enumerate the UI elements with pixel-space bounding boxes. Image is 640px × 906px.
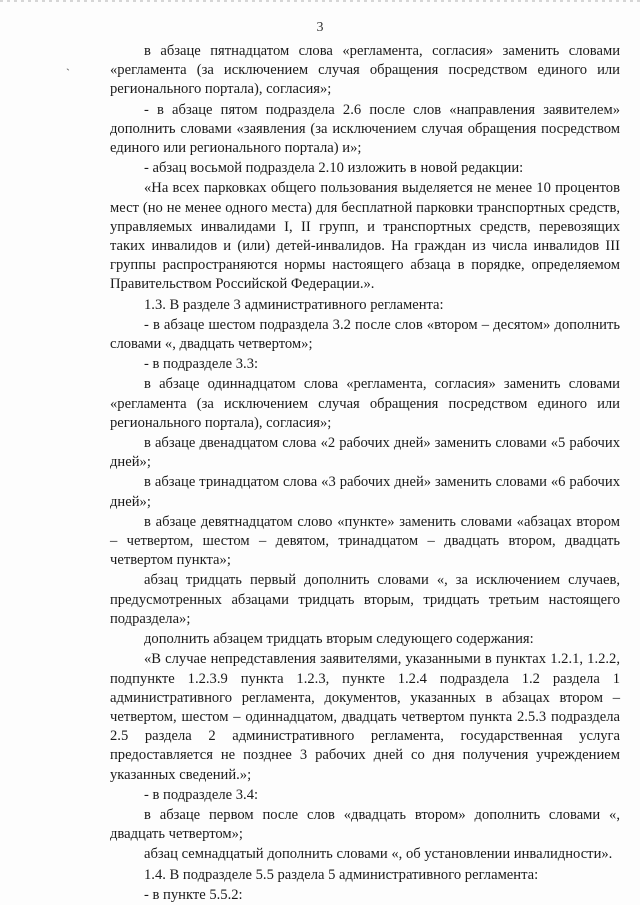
margin-mark: ` [66, 66, 70, 80]
document-body [110, 42, 620, 906]
paragraph: 1.3. В разделе 3 административного регламента: [144, 296, 444, 313]
paragraph: «На всех парковках общего пользования выделяется не менее 10 процентов мест (но не менее одного места) для бесплатной парковки транспортных средств, управляемых инвалидами I, II групп, и транспортных средств, перевозящих таких инвалидов и (или) детей-инвалидов. На граждан из числа инвалидов III группы распространяются нормы настоящего абзаца в порядке, определяемом Правительством Российской Федерации.». [110, 180, 620, 293]
paragraph: - абзац восьмой подраздела 2.10 изложить в новой редакции: [144, 160, 524, 177]
paragraph: в абзаце девятнадцатом слово «пункте» заменить словами «абзацах втором – четвертом, шестом – девятом, тринадцатом – двадцать втором, двадцать четвертом пункта»; [110, 513, 620, 569]
paragraph: - в абзаце шестом подраздела 3.2 после слов «втором – десятом» дополнить словами «, двадцать четвертом»; [110, 316, 620, 353]
paragraph: дополнить абзацем тридцать вторым следующего содержания: [144, 631, 534, 648]
paragraph: - в подразделе 3.3: [144, 356, 259, 373]
paragraph: в абзаце первом после слов «двадцать втором» дополнить словами «, двадцать четвертом»; [110, 806, 620, 843]
paragraph: абзац тридцать первый дополнить словами «, за исключением случаев, предусмотренных абзацами тридцать вторым, тридцать третьим настоящего подраздела»; [110, 572, 620, 627]
paragraph: в абзаце двенадцатом слова «2 рабочих дней» заменить словами «5 рабочих дней»; [110, 435, 620, 471]
paragraph: - в подразделе 3.4: [144, 786, 259, 803]
paragraph: абзац семнадцатый дополнить словами «, об установлении инвалидности». [144, 846, 613, 863]
paragraph: - в пункте 5.5.2: [144, 886, 243, 903]
page-number: 3 [316, 20, 324, 35]
paragraph: в абзаце пятнадцатом слова «регламента, согласия» заменить словами «регламента (за исключением случая обращения посредством единого или регионального портала), согласия»; [110, 43, 620, 98]
paragraph: в абзаце тринадцатом слова «3 рабочих дней» заменить словами «6 рабочих дней»; [110, 474, 620, 510]
scan-edge [0, 0, 640, 2]
paragraph: в абзаце одиннадцатом слова «регламента, согласия» заменить словами «регламента (за исключением случая обращения посредством единого или регионального портала), согласия»; [110, 376, 620, 431]
paragraph: 1.4. В подразделе 5.5 раздела 5 административного регламента: [144, 866, 539, 883]
paragraph: «В случае непредставления заявителями, указанными в пунктах 1.2.1, 1.2.2, подпункте 1.2.3.9 пункта 1.2.3, пункте 1.2.4 подраздела 1.2 раздела 1 административного регламента, документов, указанных в абзацах втором – четвертом, шестом – одиннадцатом, двадцать четвертом пункта 2.5.3 подраздела 2.5 раздела 2 административного регламента, государственная услуга предоставляется не позднее 3 рабочих дней со дня получения учреждением указанных сведений.»; [110, 651, 620, 783]
paragraph: - в абзаце пятом подраздела 2.6 после слов «направления заявителем» дополнить словами «заявления (за исключением случая обращения посредством единого или регионального портала) и»; [110, 101, 620, 157]
